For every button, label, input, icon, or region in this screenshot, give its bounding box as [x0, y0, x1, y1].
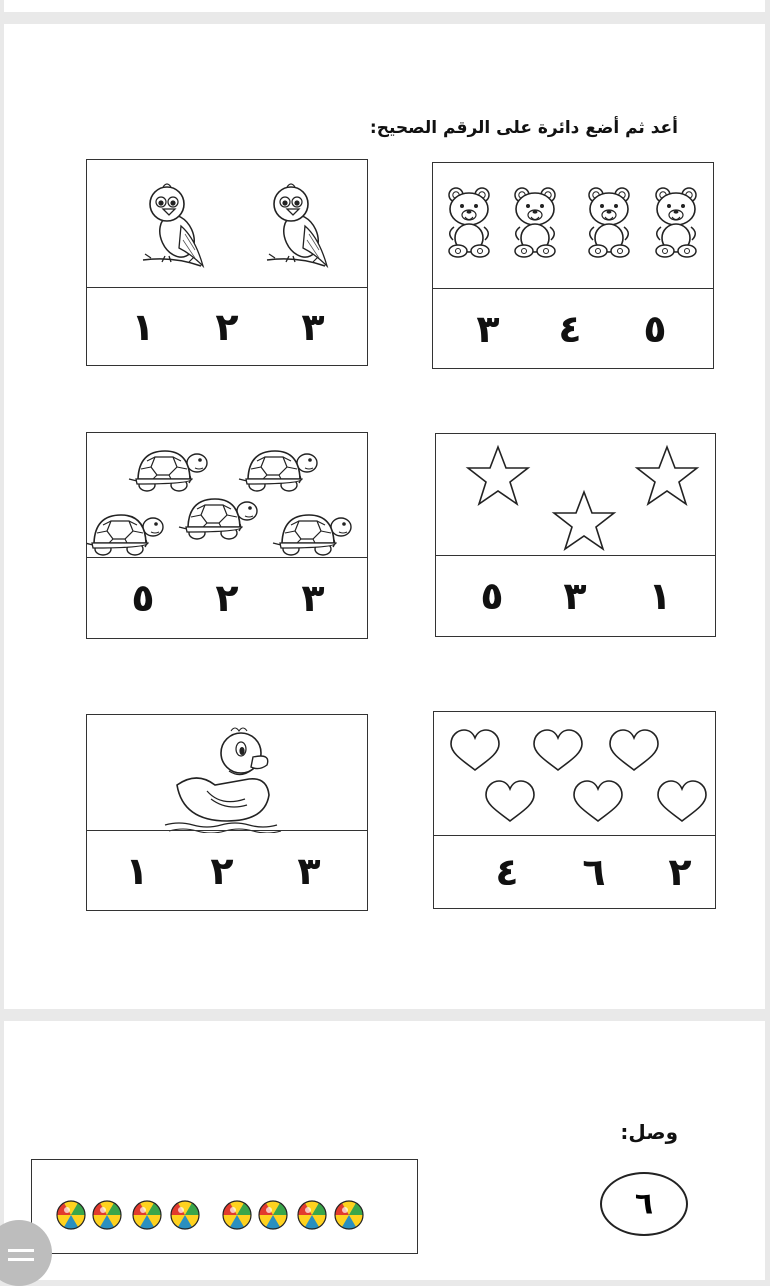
turtle-icon — [129, 451, 207, 491]
option-number[interactable]: ٢ — [215, 304, 239, 349]
turtle-icon — [87, 515, 163, 555]
ball-icon — [298, 1201, 326, 1229]
answer-options — [87, 287, 367, 365]
exercise-hearts — [433, 711, 716, 909]
option-number[interactable]: ٥ — [131, 576, 155, 620]
option-number[interactable]: ٦ — [582, 850, 606, 894]
turtle-icon — [179, 499, 257, 539]
ball-icon — [223, 1201, 251, 1229]
star-icon — [637, 447, 697, 504]
bear-icon — [449, 188, 489, 257]
bears-picture — [433, 163, 713, 290]
option-number[interactable]: ٢ — [210, 848, 234, 893]
duck-picture — [87, 715, 367, 833]
bird-icon — [267, 184, 327, 266]
birds-picture — [87, 160, 367, 289]
answer-options — [436, 555, 715, 636]
heart-icon — [534, 730, 582, 770]
exercise-birds — [86, 159, 368, 366]
option-number[interactable]: ٣ — [301, 304, 325, 349]
duck-icon — [165, 728, 281, 833]
bear-icon — [589, 188, 629, 257]
previous-page — [4, 0, 765, 12]
bear-icon — [656, 188, 696, 257]
option-number[interactable]: ١ — [648, 574, 672, 618]
menu-line-icon — [8, 1258, 34, 1261]
option-number[interactable]: ٣ — [476, 306, 500, 351]
heart-icon — [610, 730, 658, 770]
turtle-icon — [239, 451, 317, 491]
exercise-duck — [86, 714, 368, 911]
answer-options — [87, 557, 367, 638]
option-number[interactable]: ٥ — [480, 574, 504, 618]
heart-icon — [658, 781, 706, 821]
option-number[interactable]: ٥ — [643, 306, 667, 351]
exercise-stars — [435, 433, 716, 637]
balls-picture — [32, 1160, 417, 1253]
stars-picture — [436, 434, 715, 557]
option-number[interactable]: ٣ — [563, 574, 587, 618]
option-number[interactable]: ٣ — [301, 576, 325, 620]
turtles-picture — [87, 433, 367, 560]
heart-icon — [486, 781, 534, 821]
exercise-bears — [432, 162, 714, 369]
star-icon — [554, 492, 614, 549]
option-number[interactable]: ٤ — [558, 306, 582, 351]
instruction-match: وصل: — [620, 1120, 678, 1144]
heart-icon — [574, 781, 622, 821]
option-number[interactable]: ١ — [125, 848, 149, 893]
match-number: ٦ — [634, 1186, 654, 1222]
star-icon — [468, 447, 528, 504]
ball-icon — [259, 1201, 287, 1229]
exercise-turtles — [86, 432, 368, 639]
hearts-picture — [434, 712, 715, 838]
heart-icon — [451, 730, 499, 770]
option-number[interactable]: ١ — [131, 304, 155, 349]
bear-icon — [515, 188, 555, 257]
answer-options — [87, 830, 367, 910]
ball-icon — [335, 1201, 363, 1229]
option-number[interactable]: ٤ — [495, 850, 519, 894]
ball-icon — [171, 1201, 199, 1229]
balls-group-box[interactable] — [31, 1159, 418, 1254]
instruction-count-circle: أعد ثم أضع دائرة على الرقم الصحيح: — [369, 118, 678, 138]
turtle-icon — [273, 515, 351, 555]
number-oval[interactable] — [600, 1172, 688, 1236]
option-number[interactable]: ٢ — [215, 576, 239, 620]
answer-options — [433, 288, 713, 368]
ball-icon — [57, 1201, 85, 1229]
bird-icon — [143, 184, 203, 266]
menu-line-icon — [8, 1249, 34, 1252]
ball-icon — [93, 1201, 121, 1229]
ball-icon — [133, 1201, 161, 1229]
option-number[interactable]: ٢ — [668, 850, 692, 894]
answer-options — [434, 835, 715, 908]
option-number[interactable]: ٣ — [297, 848, 321, 893]
